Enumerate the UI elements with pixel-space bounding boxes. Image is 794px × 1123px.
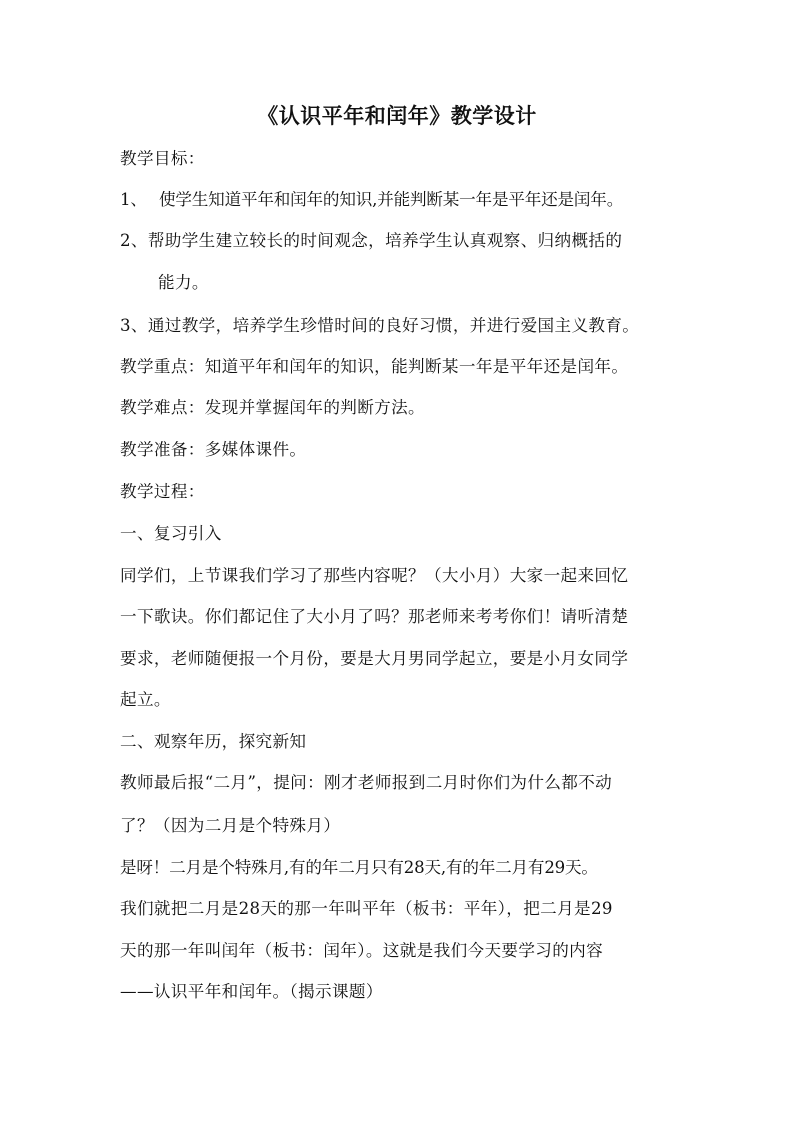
section2-paragraph-line: ——认识平年和闰年。（揭示课题） xyxy=(120,982,383,1001)
section2-paragraph-line: 天的那一年叫闰年（板书：闰年）。这就是我们今天要学习的内容 xyxy=(120,941,604,960)
objective-2-line-2: 能力。 xyxy=(158,273,209,292)
section2-paragraph-line: 是呀！二月是个特殊月,有的年二月只有28天,有的年二月有29天。 xyxy=(120,858,598,877)
objective-3: 3、通过教学，培养学生珍惜时间的良好习惯，并进行爱国主义教育。 xyxy=(120,316,640,335)
section2-heading: 二、观察年历，探究新知 xyxy=(120,732,307,751)
preparation: 教学准备：多媒体课件。 xyxy=(120,440,307,459)
process-label: 教学过程： xyxy=(120,482,205,501)
key-point: 教学重点：知道平年和闰年的知识，能判断某一年是平年还是闰年。 xyxy=(120,357,629,376)
objective-1-number: 1、 xyxy=(120,190,147,209)
section2-paragraph-line: 了？（因为二月是个特殊月） xyxy=(120,816,341,835)
objective-2-line-1: 2、帮助学生建立较长的时间观念，培养学生认真观察、归纳概括的 xyxy=(120,231,623,250)
section1-paragraph-line: 一下歌诀。你们都记住了大小月了吗？那老师来考考你们！请听清楚 xyxy=(120,607,629,626)
section1-paragraph-line: 起立。 xyxy=(120,690,171,709)
objectives-label: 教学目标： xyxy=(120,149,205,168)
section2-paragraph-line: 我们就把二月是28天的那一年叫平年（板书：平年），把二月是29 xyxy=(120,899,613,918)
section2-paragraph-line: 教师最后报“二月”，提问：刚才老师报到二月时你们为什么都不动 xyxy=(120,773,613,792)
section1-paragraph-line: 同学们，上节课我们学习了那些内容呢？（大小月）大家一起来回忆 xyxy=(120,566,629,585)
difficulty: 教学难点：发现并掌握闰年的判断方法。 xyxy=(120,398,425,417)
objective-1 xyxy=(120,190,680,210)
section1-paragraph-line: 要求，老师随便报一个月份，要是大月男同学起立，要是小月女同学 xyxy=(120,649,629,668)
objective-1-text: 使学生知道平年和闰年的知识,并能判断某一年是平年还是闰年。 xyxy=(159,190,624,209)
document-title: 《认识平年和闰年》教学设计 xyxy=(257,103,537,128)
section1-heading: 一、复习引入 xyxy=(120,524,222,543)
